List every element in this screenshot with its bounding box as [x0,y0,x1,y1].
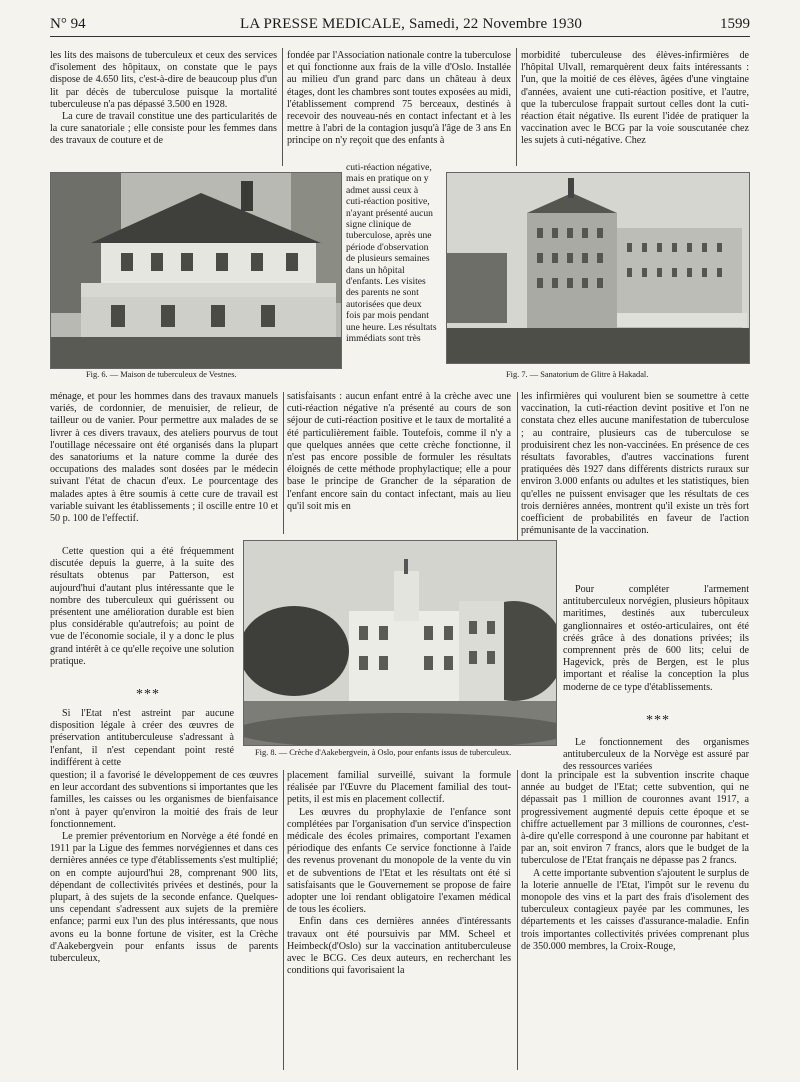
column-rule [517,392,518,547]
col3-armement-text [563,584,749,709]
paragraph: cuti-réaction négative, mais en pratique on y admet aussi ceux à cuti-réaction positive, n'ayant présenté aucun signe clinique de tuberculose, après une période d'observation de plusieurs semaines dans un hôpital d'enfants. Les visites des parents ne sont autorisées que deux fois par mois pendant une heure. Les résultats immédiats sont très [346,162,437,345]
col2-mid-text [287,391,511,534]
house-illustration [51,173,341,368]
col3-top-text [521,50,749,162]
column-rule [283,392,284,534]
paragraph: Pour compléter l'armement antituberculeux norvégien, plusieurs hôpitaux maritimes, destinés aux tuberculeux ganglionnaires et ostéo-articulaires, ont été créés grâce à des donations privées; ils comprennent près de 600 lits; celui de Hagevick, près de Bergen, est le plus important et réalise la conception la plus moderne de ce type d'établissements. [563,584,749,693]
col2-top-text [287,50,511,162]
page-header [50,14,750,37]
paragraph: Cette question qui a été fréquemment discutée depuis la guerre, à la suite des résultats obtenus par Patterson, est aujourd'hui d'autant plus intéressante que le nombre des tuberculeux qui guérissent ou présentent une amélioration durable est bien plus considérable qu'autrefois; au point de vue de l'économie sociale, il y a donc le plus grand intérêt à ce qu'elle reçoive une solution pratique. [50,546,234,667]
paragraph: A cette importante subvention s'ajoutent le surplus de la loterie annuelle de l'Etat, l'impôt sur le revenu du monopole des vins et la part des frais d'isolement des tuberculeux contagieux payée par les communes, les départements et les caisses d'assurance-maladie. Enfin trois importantes collectivités privées comprenant plus de 350.000 membres, la Croix-Rouge, [521,867,749,952]
paragraph: Les œuvres du prophylaxie de l'enfance sont complétées par l'organisation d'un service d'inspection médicale des écoles primaires, comportant l'examen périodique des enfants Ce service fonctionne à l'aide des revenus provenant du monopole de la vente du vin et de subventions de l'Etat et les résultats ont été si satisfaisants que le Gouvernement se propose de faire adopter une loi rendant obligatoire l'examen médical de tous les écoliers. [287,806,511,916]
figure-7-caption: Fig. 7. — Sanatorium de Glitre à Hakadal. [506,370,649,379]
paragraph: dont la principale est la subvention inscrite chaque année au budget de l'Etat; cette subvention, qui ne dépassait pas 1 million de couronnes avant 1917, a progressivement augmenté depuis cette époque et se chiffre actuellement par 3 millions de couronnes, c'est-à-dire qu'elle correspond à une couronne par habitant et par an, soit environ 7 francs, alors que le budget de la tuberculose de l'Etat français ne dépasse pas 2 francs. [521,770,749,867]
paragraph: fondée par l'Association nationale contre la tuberculose et qui fonctionne aux frais de la ville d'Oslo. Installée au milieu d'un grand parc dans un château à deux étages, dont les chambres sont toutes exposées au midi, l'établissement comprend 75 berceaux, destinés à recevoir des nouveau-nés en contact infectant et à les mettre à l'abri de la contagion jusqu'à l'âge de 3 ans En principe on n'y reçoit que des enfants à [287,50,511,147]
figure-7-photo [446,172,750,364]
col3-bottom-text [521,770,749,1070]
figure-6-caption: Fig. 6. — Maison de tuberculeux de Vestnes. [86,370,237,379]
figure-6-photo [50,172,342,369]
column-rule [517,770,518,1070]
section-separator: *** [136,687,160,702]
sanatorium-illustration [447,173,749,363]
paragraph: placement familial surveillé, suivant la formule réalisée par l'Œuvre du Placement familial des tout-petits, il est mis en placement collectif. [287,770,511,806]
column-rule [516,48,517,166]
creche-illustration [244,541,556,745]
col1-mid-text [50,391,278,546]
column-rule [283,770,284,1070]
paragraph: morbidité tuberculeuse des élèves-infirmières de l'hôpital Ulvall, remarquèrent deux faits intéressants : l'un, que la moitié de ces élèves, âgées d'une vingtaine d'années, avaient une cuti-réaction positive, et l'autre, que la tuberculose frappait surtout celles dont la cuti-réaction était négative. Ils eurent l'idée de pratiquer la vaccination avec le BCG par la voie souscutanée chez les sujets à cuti-négative. Chez [521,50,749,147]
col2-narrow-text [346,162,438,390]
paragraph: satisfaisants : aucun enfant entré à la crèche avec une cuti-réaction négative n'a présenté au cours de son séjour de cuti-réaction positive et le taux de mortalité a été particulièrement faible. Toutefois, comme il n'y a que quelques années que cette crèche fonctionne, il n'est pas encore possible de formuler les résultats éloignés de cette méthode prophylactique; elle a pour base le principe de Grancher de la séparation de l'enfant encore sain du contact infectant, mais au lieu qu'il soit mis en [287,391,511,512]
figure-8-photo [243,540,557,746]
paragraph: Enfin dans ces dernières années d'intéressants travaux ont été poursuivis par MM. Scheel et Heimbeck(d'Oslo) sur la vaccination antituberculeuse avec le BCG. Ces deux auteurs, en recherchant les conditions qui favorisaient la [287,916,511,977]
paragraph: question; il a favorisé le développement de ces œuvres en leur accordant des subventions si importantes que les familles, les caisses ou les organismes de bienfaisance n'ont à payer qu'environ la moitié des frais de leur fonctionnement. [50,770,278,830]
paragraph: ménage, et pour les hommes dans des travaux manuels variés, de cordonnier, de menuisier, de relieur, de tailleur ou de vanier. Pour permettre aux malades de se livrer à ces divers travaux, des ateliers pourvus de tout l'outillage nécessaire ont été organisés dans la plupart des sanatoriums et la nature comme la durée des occupations des malades sont dosées par le médecin suivant l'état de chacun d'eux. Le pourcentage des malades aptes à être soumis à cette cure de travail est variable suivant les établissements ; il oscille entre 10 et 50 p. 100 de l'effectif. [50,391,278,525]
journal-title: LA PRESSE MEDICALE, Samedi, 22 Novembre 1930 [240,16,583,32]
paragraph: Si l'Etat n'est astreint par aucune disposition légale à créer des œuvres de préservation antituberculeuse s'adressant à l'enfant, il n'est cependant point resté indifférent à cette [50,708,234,768]
paragraph: Le fonctionnement des organismes antituberculeux de la Norvège est assuré par des ressources variées [563,737,749,773]
issue-number: N° 94 [50,16,86,32]
column-rule [282,48,283,166]
paragraph: Le premier préventorium en Norvège a été fondé en 1911 par la Ligue des femmes norvégiennes et dans ces dernières années ce type d'établissements s'est multiplié; on en compte aujourd'hui 28, comprenant 900 lits, dépendant de collectivités privées et destinés, pour la plupart, à des sujets de la seconde enfance. Quelques-uns cependant s'adressent aux sujets de la première enfance; parmi eux l'un des plus intéressants, que nous avons eu la bonne fortune de visiter, est la Crèche d'Aakebergvein pour enfants issus de parents tuberculeux, [50,831,278,965]
page-number: 1599 [720,16,750,32]
col1-top-text [50,50,277,162]
col1-bottom-text [50,770,278,1070]
figure-8-caption: Fig. 8. — Crèche d'Aakebergvein, à Oslo, pour enfants issus de tuberculeux. [255,748,512,757]
paragraph: La cure de travail constitue une des particularités de la cure sanatoriale ; elle consiste pour les femmes dans des travaux de couture et de [50,111,277,147]
col1-etat-text [50,708,234,770]
paragraph: les infirmières qui voulurent bien se soumettre à cette vaccination, la cuti-réaction devint positive et l'on ne constata chez elles aucune manifestation de tuberculose ; au contraire, plusieurs cas de tuberculose se produisirent chez les non-vaccinées. En présence de ces résultats favorables, d'autres vaccinations furent pratiquées dès 1927 dans différents districts ruraux sur environ 3.000 enfants ou adultes et les statistiques, bien qu'elles ne puissent envisager que les résultats de ces trois dernières années, montrent qu'il existe un très fort coefficient de probabilités en faveur de l'action prémunisante de la vaccination. [521,391,749,537]
col3-fonction-text [563,737,749,773]
section-separator: *** [646,713,670,728]
paragraph: les lits des maisons de tuberculeux et ceux des services d'isolement des hôpitaux, on constate que le pays dispose de 4.650 lits, c'est-à-dire de beaucoup plus d'un lit par décès de tuberculose puisque la mortalité tuberculeuse n'a pas dépassé 3.500 en 1928. [50,50,277,110]
col2-bottom-text [287,770,511,1070]
col1-question-text [50,546,234,681]
